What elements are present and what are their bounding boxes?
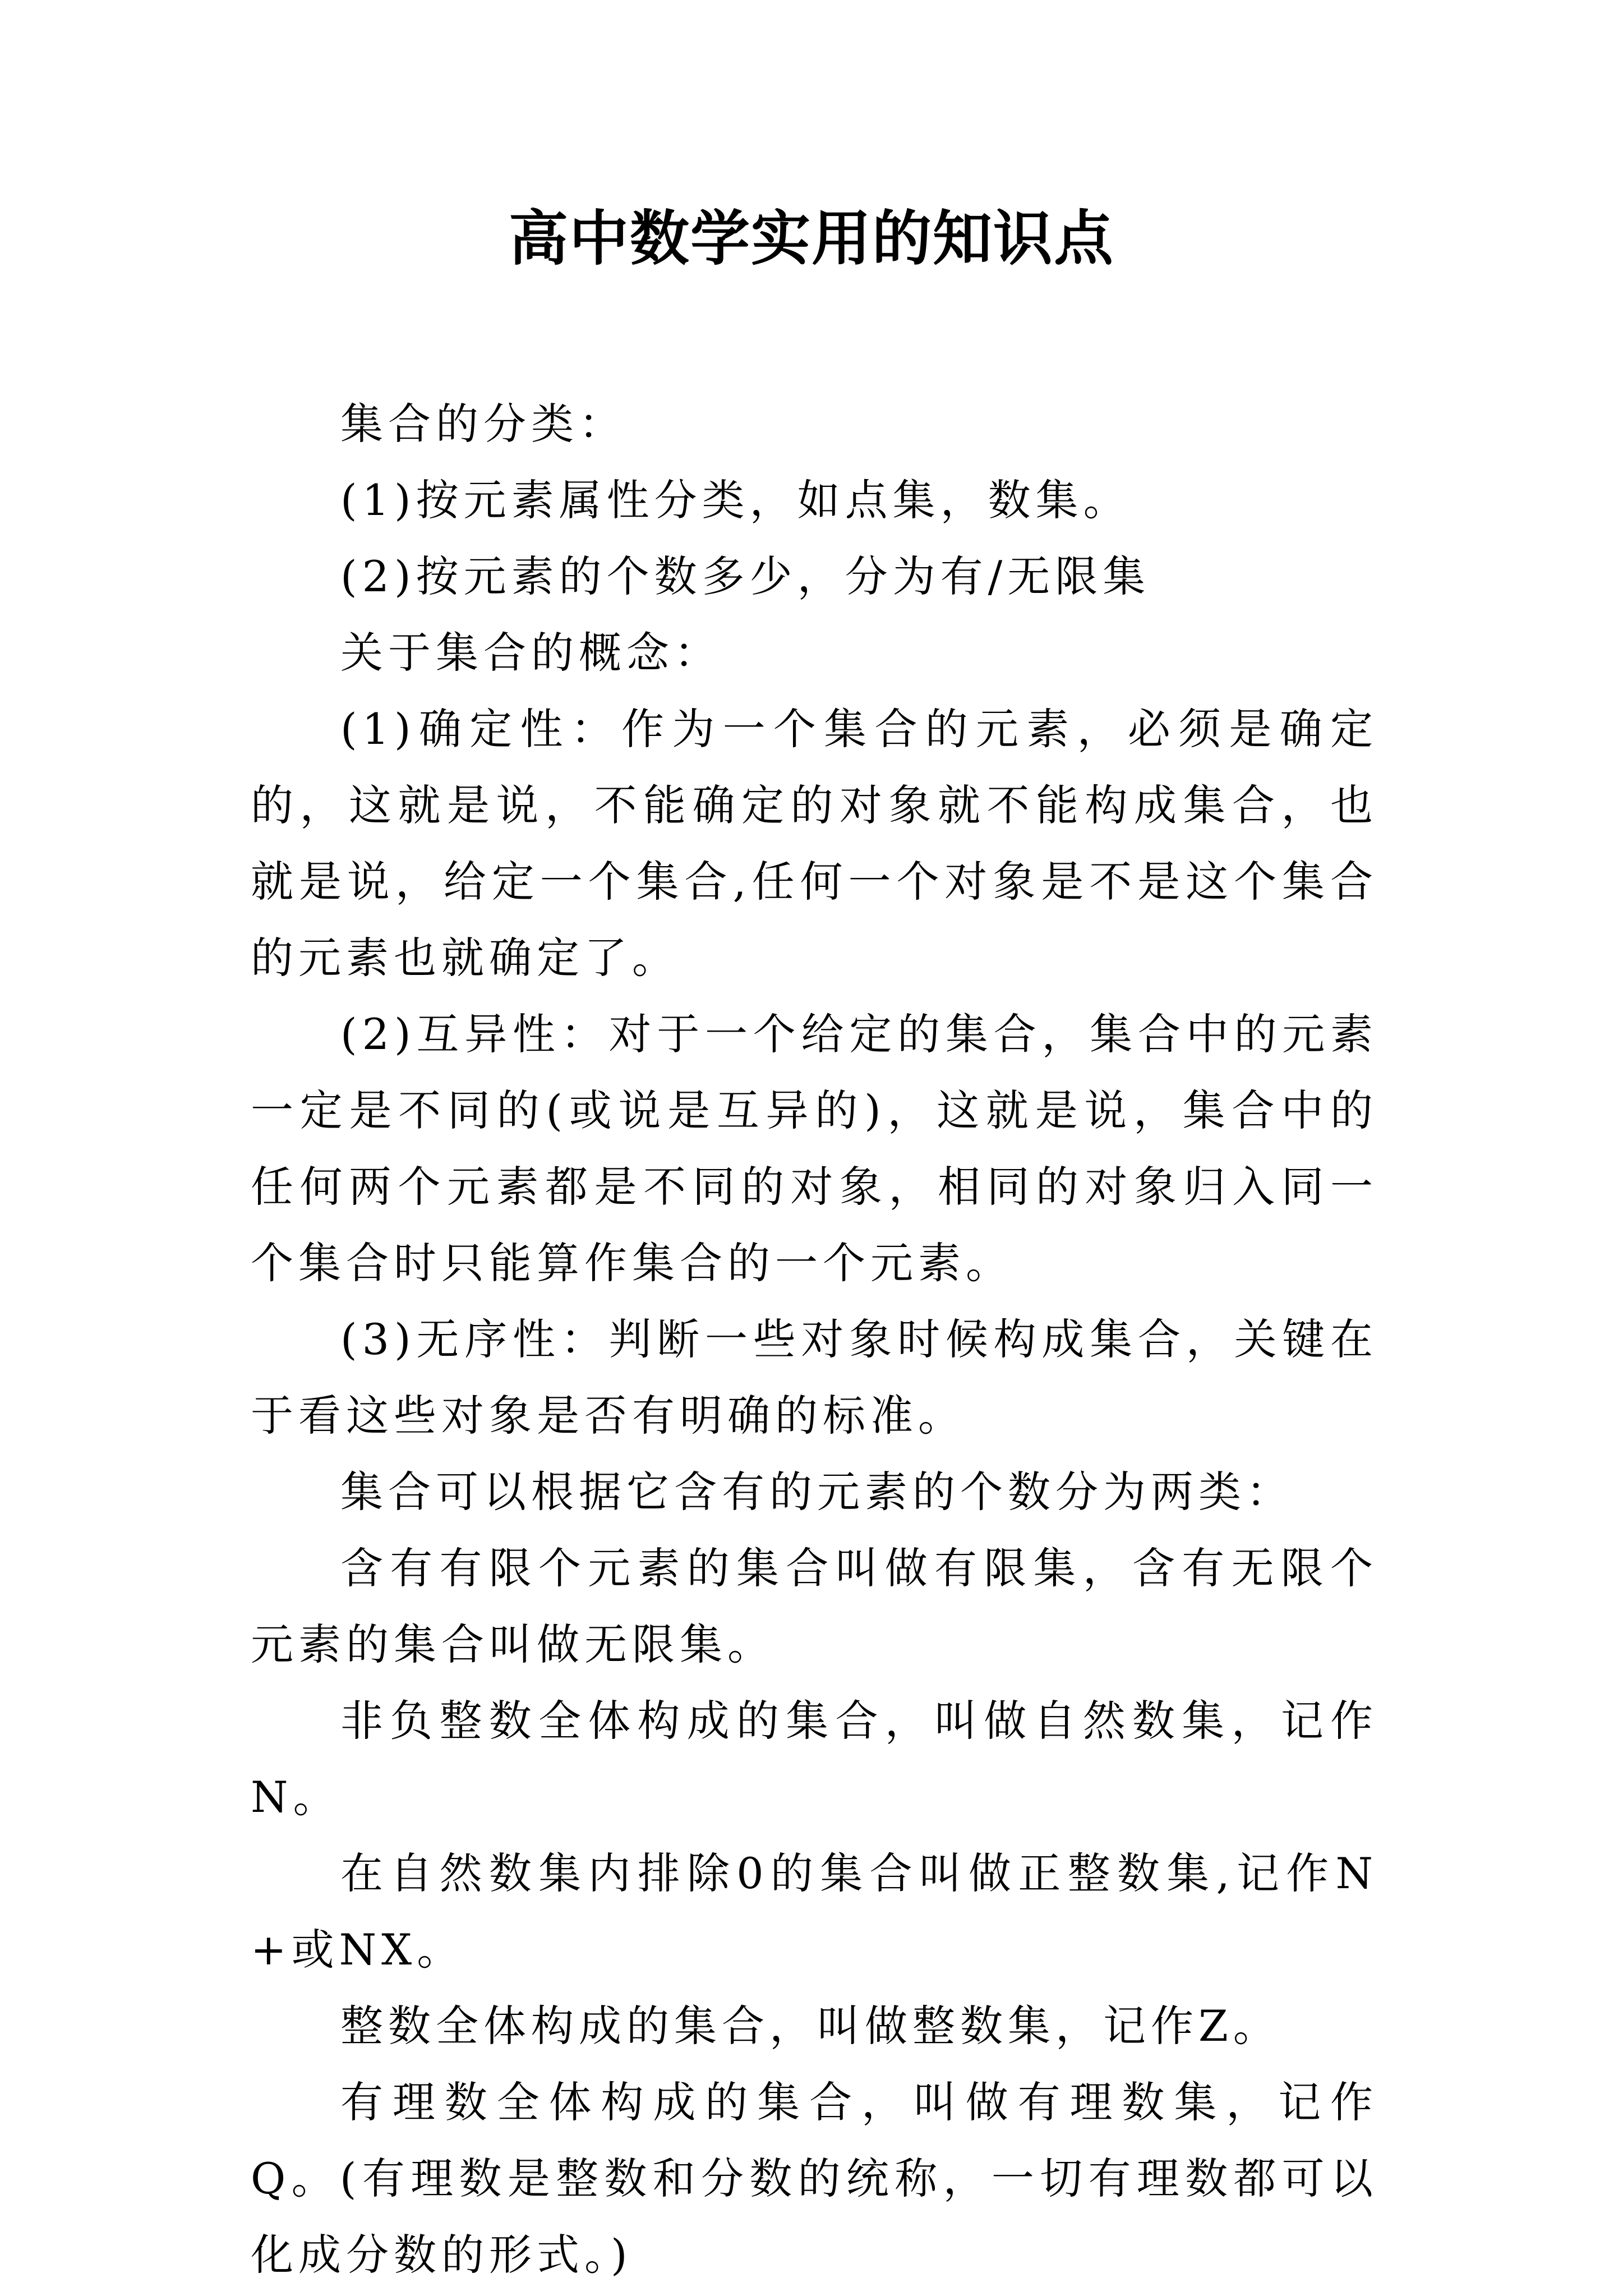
paragraph-rational-numbers: 有理数全体构成的集合，叫做有理数集，记作Q。(有理数是整数和分数的统称，一切有理数都可以化成分数的形式。) [251,2077,1378,2280]
paragraph-set-classification-heading: 集合的分类： [340,399,626,449]
document-title: 高中数学实用的知识点 [509,203,1114,273]
paragraph-classify-by-count: (2)按元素的个数多少，分为有/无限集 [340,551,1151,601]
paragraph-positive-integers: 在自然数集内排除0的集合叫做正整数集,记作N+或NX。 [251,1848,1378,1975]
paragraph-unordered: (3)无序性：判断一些对象时候构成集合，关键在于看这些对象是否有明确的标准。 [251,1314,1378,1441]
paragraph-two-kinds: 集合可以根据它含有的元素的个数分为两类： [340,1467,1294,1517]
paragraph-determinacy: (1)确定性：作为一个集合的元素，必须是确定的，这就是说，不能确定的对象就不能构成集合，也就是说，给定一个集合,任何一个对象是不是这个集合的元素也就确定了。 [251,704,1378,983]
paragraph-finite-infinite: 含有有限个元素的集合叫做有限集，含有无限个元素的集合叫做无限集。 [251,1543,1378,1669]
document-body [251,386,1378,2293]
paragraph-natural-numbers: 非负整数全体构成的集合，叫做自然数集，记作N。 [251,1696,1378,1822]
paragraph-set-concept-heading: 关于集合的概念： [340,628,722,678]
paragraph-distinctness: (2)互异性：对于一个给定的集合，集合中的元素一定是不同的(或说是互异的)，这就是说，集合中的任何两个元素都是不同的对象，相同的对象归入同一个集合时只能算作集合的一个元素。 [251,1009,1378,1288]
paragraph-classify-by-attribute: (1)按元素属性分类，如点集，数集。 [340,475,1131,525]
paragraph-integers: 整数全体构成的集合，叫做整数集，记作Z。 [340,2001,1281,2051]
